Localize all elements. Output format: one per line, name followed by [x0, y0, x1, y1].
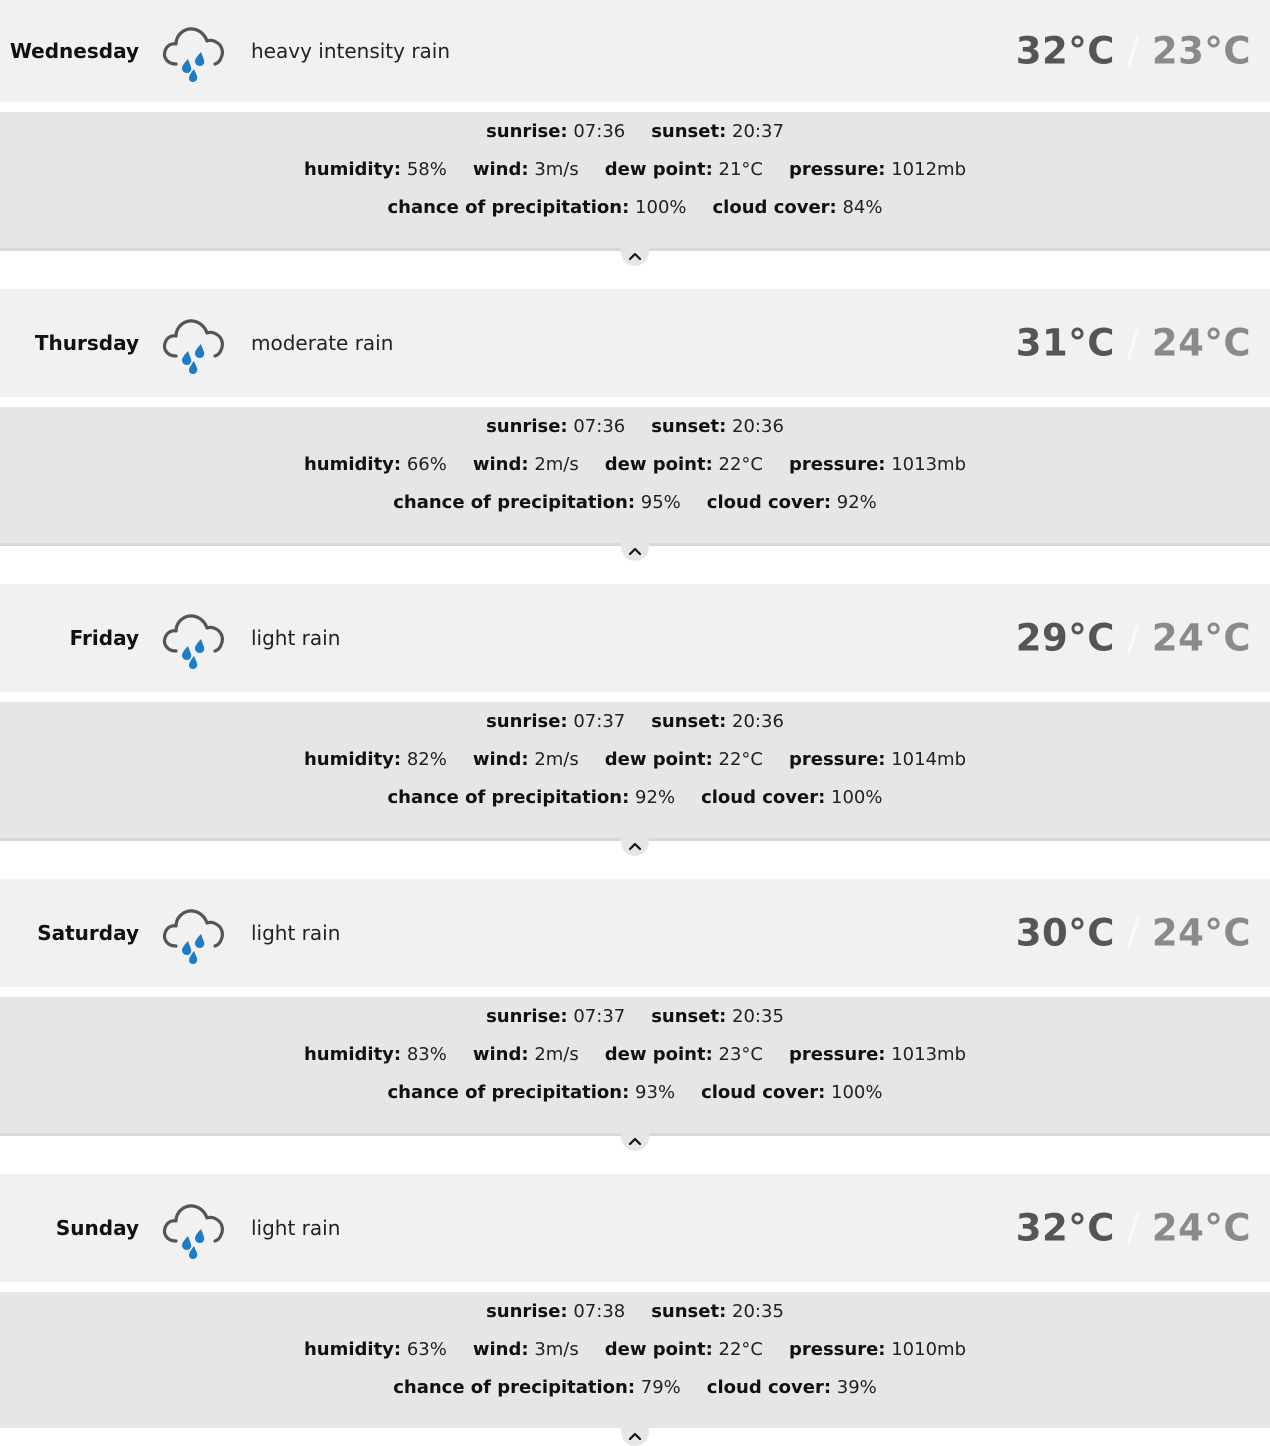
- sunset-item: [651, 1006, 784, 1027]
- weather-description: light rain: [251, 921, 341, 945]
- sunset-item: [651, 416, 784, 437]
- temperature-range: [1016, 912, 1251, 955]
- humidity-item: [304, 749, 447, 770]
- high-temp: 29°C: [1015, 616, 1115, 660]
- day-details: [0, 407, 1270, 546]
- sunrise-value: 07:37: [573, 710, 626, 732]
- dew-point-item: [605, 749, 763, 770]
- low-temp: 24°C: [1151, 1206, 1251, 1250]
- day-summary[interactable]: [0, 289, 1270, 397]
- humidity-label: humidity:: [303, 453, 402, 475]
- wind-item: [473, 1339, 579, 1360]
- detail-line: [0, 1073, 1270, 1111]
- humidity-value: 83%: [406, 1043, 447, 1065]
- low-temp: 24°C: [1151, 911, 1251, 955]
- precipitation-value: 92%: [635, 786, 676, 808]
- cloud-cover-value: 100%: [831, 786, 883, 808]
- detail-line: [0, 407, 1270, 445]
- humidity-label: humidity:: [303, 1043, 402, 1065]
- pressure-item: [789, 454, 966, 475]
- sunrise-value: 07:38: [573, 1300, 626, 1322]
- high-temp: 32°C: [1015, 1206, 1115, 1250]
- weather-description: heavy intensity rain: [251, 39, 451, 63]
- day-forecast: [0, 1174, 1270, 1428]
- pressure-label: pressure:: [789, 748, 886, 770]
- dew-point-label: dew point:: [604, 1338, 713, 1360]
- sunrise-item: [486, 121, 625, 142]
- cloud-rain-icon: [160, 307, 232, 379]
- chevron-up-icon: [628, 841, 642, 851]
- wind-value: 2m/s: [534, 748, 579, 770]
- dew-point-label: dew point:: [604, 158, 713, 180]
- high-temp: 31°C: [1015, 321, 1115, 365]
- wind-label: wind:: [472, 453, 529, 475]
- pressure-item: [789, 1339, 966, 1360]
- humidity-item: [304, 1339, 447, 1360]
- wind-item: [473, 454, 579, 475]
- detail-line: [0, 1330, 1270, 1368]
- detail-line: [0, 1368, 1270, 1406]
- detail-line: [0, 1035, 1270, 1073]
- humidity-label: humidity:: [303, 748, 402, 770]
- sunset-label: sunset:: [651, 120, 727, 142]
- temp-separator: /: [1126, 29, 1140, 73]
- day-name: Sunday: [55, 1216, 139, 1240]
- pressure-item: [789, 159, 966, 180]
- humidity-label: humidity:: [303, 1338, 402, 1360]
- detail-line: [0, 150, 1270, 188]
- sunrise-item: [486, 711, 625, 732]
- pressure-label: pressure:: [789, 453, 886, 475]
- sunrise-item: [486, 1006, 625, 1027]
- humidity-value: 66%: [406, 453, 447, 475]
- collapse-toggle[interactable]: [621, 541, 649, 561]
- sunrise-value: 07:37: [573, 1005, 626, 1027]
- humidity-value: 82%: [406, 748, 447, 770]
- sunrise-label: sunrise:: [486, 120, 568, 142]
- day-forecast: [0, 879, 1270, 1136]
- chevron-up-icon: [628, 1431, 642, 1441]
- dew-point-value: 22°C: [718, 453, 763, 475]
- detail-line: [0, 188, 1270, 226]
- detail-line: [0, 740, 1270, 778]
- temp-separator: /: [1126, 911, 1140, 955]
- precipitation-value: 93%: [635, 1081, 676, 1103]
- temp-separator: /: [1126, 1206, 1140, 1250]
- precipitation-label: chance of precipitation:: [387, 196, 630, 218]
- wind-value: 3m/s: [534, 1338, 579, 1360]
- humidity-label: humidity:: [303, 158, 402, 180]
- cloud-cover-label: cloud cover:: [706, 491, 832, 513]
- cloud-cover-value: 84%: [842, 196, 883, 218]
- wind-label: wind:: [472, 158, 529, 180]
- sunrise-label: sunrise:: [486, 710, 568, 732]
- cloud-cover-item: [707, 492, 877, 513]
- detail-line: [0, 1292, 1270, 1330]
- temp-separator: /: [1126, 616, 1140, 660]
- precipitation-label: chance of precipitation:: [393, 1376, 636, 1398]
- day-name: Thursday: [34, 331, 139, 355]
- pressure-item: [789, 749, 966, 770]
- low-temp: 24°C: [1151, 616, 1251, 660]
- detail-line: [0, 483, 1270, 521]
- precipitation-item: [393, 492, 681, 513]
- humidity-value: 58%: [406, 158, 447, 180]
- wind-label: wind:: [472, 748, 529, 770]
- pressure-value: 1013mb: [891, 1043, 967, 1065]
- detail-line: [0, 445, 1270, 483]
- humidity-item: [304, 159, 447, 180]
- weather-description: moderate rain: [251, 331, 394, 355]
- cloud-cover-value: 100%: [831, 1081, 883, 1103]
- pressure-label: pressure:: [789, 1338, 886, 1360]
- sunset-label: sunset:: [651, 1005, 727, 1027]
- collapse-toggle[interactable]: [621, 1131, 649, 1151]
- cloud-cover-item: [701, 1082, 882, 1103]
- day-summary[interactable]: [0, 1174, 1270, 1282]
- chevron-up-icon: [628, 546, 642, 556]
- low-temp: 24°C: [1151, 321, 1251, 365]
- precipitation-item: [387, 787, 675, 808]
- collapse-toggle[interactable]: [621, 246, 649, 266]
- sunset-item: [651, 121, 784, 142]
- wind-item: [473, 1044, 579, 1065]
- sunset-value: 20:35: [732, 1300, 784, 1322]
- pressure-value: 1012mb: [891, 158, 967, 180]
- cloud-cover-item: [701, 787, 882, 808]
- cloud-cover-label: cloud cover:: [701, 786, 826, 808]
- precipitation-label: chance of precipitation:: [393, 491, 636, 513]
- temperature-range: [1016, 617, 1251, 660]
- cloud-cover-item: [713, 197, 883, 218]
- sunset-value: 20:35: [732, 1005, 784, 1027]
- sunset-item: [651, 711, 784, 732]
- day-details: [0, 702, 1270, 841]
- sunset-label: sunset:: [651, 415, 727, 437]
- wind-value: 2m/s: [534, 453, 579, 475]
- temperature-range: [1016, 30, 1251, 73]
- cloud-rain-icon: [160, 15, 232, 87]
- sunset-label: sunset:: [651, 710, 727, 732]
- weather-description: light rain: [251, 1216, 341, 1240]
- high-temp: 32°C: [1015, 29, 1115, 73]
- chevron-up-icon: [628, 1136, 642, 1146]
- humidity-value: 63%: [406, 1338, 447, 1360]
- sunset-label: sunset:: [651, 1300, 727, 1322]
- day-details: [0, 997, 1270, 1136]
- detail-line: [0, 112, 1270, 150]
- wind-item: [473, 749, 579, 770]
- high-temp: 30°C: [1015, 911, 1115, 955]
- cloud-rain-icon: [160, 897, 232, 969]
- cloud-cover-value: 92%: [836, 491, 877, 513]
- pressure-value: 1010mb: [891, 1338, 967, 1360]
- sunset-value: 20:36: [732, 710, 784, 732]
- dew-point-value: 21°C: [718, 158, 763, 180]
- pressure-value: 1013mb: [891, 453, 967, 475]
- dew-point-item: [605, 1044, 763, 1065]
- sunset-value: 20:37: [732, 120, 784, 142]
- cloud-rain-icon: [160, 1192, 232, 1264]
- precipitation-label: chance of precipitation:: [387, 1081, 630, 1103]
- dew-point-label: dew point:: [604, 453, 713, 475]
- low-temp: 23°C: [1151, 29, 1251, 73]
- dew-point-item: [605, 1339, 763, 1360]
- precipitation-item: [393, 1377, 681, 1398]
- sunrise-value: 07:36: [573, 120, 626, 142]
- day-forecast: [0, 289, 1270, 546]
- cloud-cover-value: 39%: [836, 1376, 877, 1398]
- detail-line: [0, 702, 1270, 740]
- cloud-cover-item: [707, 1377, 877, 1398]
- pressure-item: [789, 1044, 966, 1065]
- sunrise-label: sunrise:: [486, 1300, 568, 1322]
- sunrise-item: [486, 416, 625, 437]
- pressure-label: pressure:: [789, 1043, 886, 1065]
- pressure-label: pressure:: [789, 158, 886, 180]
- dew-point-value: 22°C: [718, 748, 763, 770]
- pressure-value: 1014mb: [891, 748, 967, 770]
- wind-label: wind:: [472, 1043, 529, 1065]
- precipitation-value: 79%: [640, 1376, 681, 1398]
- temp-separator: /: [1126, 321, 1140, 365]
- precipitation-value: 100%: [635, 196, 687, 218]
- day-summary[interactable]: [0, 0, 1270, 102]
- detail-line: [0, 778, 1270, 816]
- sunset-value: 20:36: [732, 415, 784, 437]
- dew-point-item: [605, 159, 763, 180]
- weather-description: light rain: [251, 626, 341, 650]
- cloud-cover-label: cloud cover:: [701, 1081, 826, 1103]
- temperature-range: [1016, 1207, 1251, 1250]
- wind-value: 3m/s: [534, 158, 579, 180]
- day-name: Saturday: [37, 921, 139, 945]
- collapse-toggle[interactable]: [621, 1426, 649, 1446]
- collapse-toggle[interactable]: [621, 836, 649, 856]
- sunrise-value: 07:36: [573, 415, 626, 437]
- day-details: [0, 1292, 1270, 1428]
- day-name: Friday: [69, 626, 139, 650]
- cloud-cover-label: cloud cover:: [712, 196, 837, 218]
- sunrise-item: [486, 1301, 625, 1322]
- cloud-cover-label: cloud cover:: [706, 1376, 832, 1398]
- dew-point-value: 22°C: [718, 1338, 763, 1360]
- sunrise-label: sunrise:: [486, 415, 568, 437]
- day-summary[interactable]: [0, 879, 1270, 987]
- precipitation-label: chance of precipitation:: [387, 786, 630, 808]
- cloud-rain-icon: [160, 602, 232, 674]
- dew-point-label: dew point:: [604, 748, 713, 770]
- precipitation-item: [387, 1082, 675, 1103]
- day-summary[interactable]: [0, 584, 1270, 692]
- precipitation-value: 95%: [640, 491, 681, 513]
- detail-line: [0, 997, 1270, 1035]
- humidity-item: [304, 454, 447, 475]
- day-forecast: [0, 584, 1270, 841]
- wind-label: wind:: [472, 1338, 529, 1360]
- temperature-range: [1016, 322, 1251, 365]
- wind-value: 2m/s: [534, 1043, 579, 1065]
- dew-point-label: dew point:: [604, 1043, 713, 1065]
- dew-point-item: [605, 454, 763, 475]
- day-forecast: [0, 0, 1270, 251]
- dew-point-value: 23°C: [718, 1043, 763, 1065]
- precipitation-item: [387, 197, 686, 218]
- chevron-up-icon: [628, 251, 642, 261]
- wind-item: [473, 159, 579, 180]
- humidity-item: [304, 1044, 447, 1065]
- sunset-item: [651, 1301, 784, 1322]
- day-name: Wednesday: [9, 39, 139, 63]
- day-details: [0, 112, 1270, 251]
- sunrise-label: sunrise:: [486, 1005, 568, 1027]
